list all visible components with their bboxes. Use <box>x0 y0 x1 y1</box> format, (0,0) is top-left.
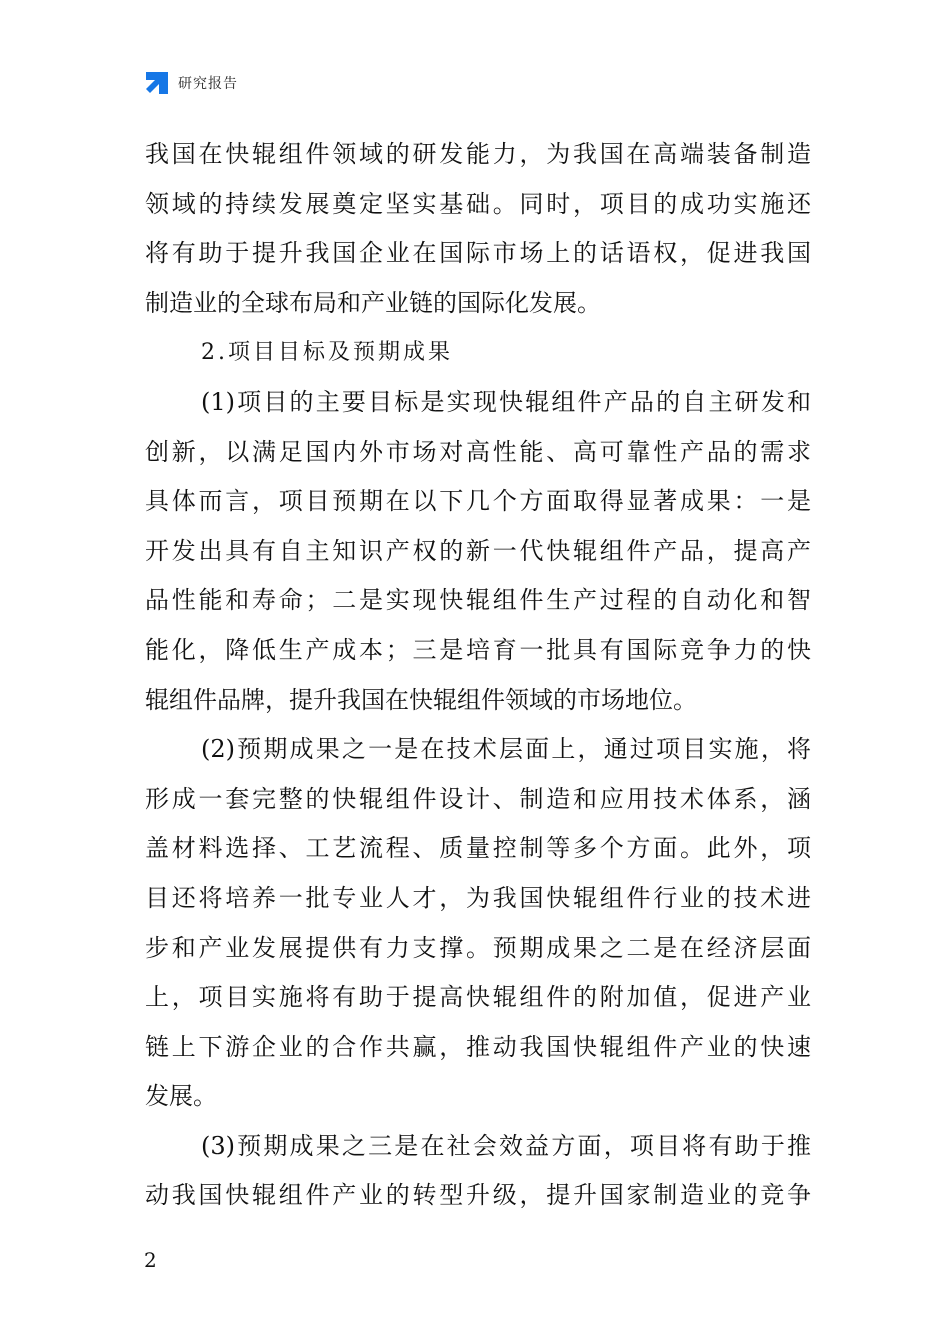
text-line: 制造业的全球布局和产业链的国际化发展。 <box>145 288 601 317</box>
text-line: 创新，以满足国内外市场对高性能、高可靠性产品的需求 <box>145 437 811 466</box>
text-line: 目还将培养一批专业人才，为我国快辊组件行业的技术进 <box>145 883 811 912</box>
text-line: (1)项目的主要目标是实现快辊组件产品的自主研发和 <box>201 387 811 416</box>
page-number: 2 <box>144 1248 157 1272</box>
text-line: 辊组件品牌，提升我国在快辊组件领域的市场地位。 <box>145 685 697 714</box>
text-line: (2)预期成果之一是在技术层面上，通过项目实施，将 <box>201 735 811 764</box>
text-line: 步和产业发展提供有力支撑。预期成果之二是在经济层面 <box>145 933 811 962</box>
arrow-up-right-icon <box>144 70 170 96</box>
report-header <box>144 68 238 98</box>
text-line: 具体而言，项目预期在以下几个方面取得显著成果：一是 <box>145 487 811 516</box>
text-line: 品性能和寿命；二是实现快辊组件生产过程的自动化和智 <box>145 586 811 615</box>
section-heading: 2.项目目标及预期成果 <box>201 340 453 366</box>
text-line: 我国在快辊组件领域的研发能力，为我国在高端装备制造 <box>145 140 811 168</box>
text-line: (3)预期成果之三是在社会效益方面，项目将有助于推 <box>201 1131 811 1160</box>
text-line: 能化，降低生产成本；三是培育一批具有国际竞争力的快 <box>145 635 811 664</box>
document-body <box>145 130 811 1221</box>
text-line: 形成一套完整的快辊组件设计、制造和应用技术体系，涵 <box>145 784 811 813</box>
text-line: 链上下游企业的合作共赢，推动我国快辊组件产业的快速 <box>145 1032 811 1061</box>
header-title: 研究报告 <box>178 76 238 92</box>
text-line: 开发出具有自主知识产权的新一代快辊组件产品，提高产 <box>145 536 811 565</box>
text-line: 盖材料选择、工艺流程、质量控制等多个方面。此外，项 <box>145 834 811 863</box>
text-line: 领域的持续发展奠定坚实基础。同时，项目的成功实施还 <box>145 189 811 218</box>
text-line: 上，项目实施将有助于提高快辊组件的附加值，促进产业 <box>145 983 811 1012</box>
text-line: 动我国快辊组件产业的转型升级，提升国家制造业的竞争 <box>145 1181 811 1210</box>
text-line: 发展。 <box>145 1082 217 1111</box>
text-line: 将有助于提升我国企业在国际市场上的话语权，促进我国 <box>145 239 811 268</box>
